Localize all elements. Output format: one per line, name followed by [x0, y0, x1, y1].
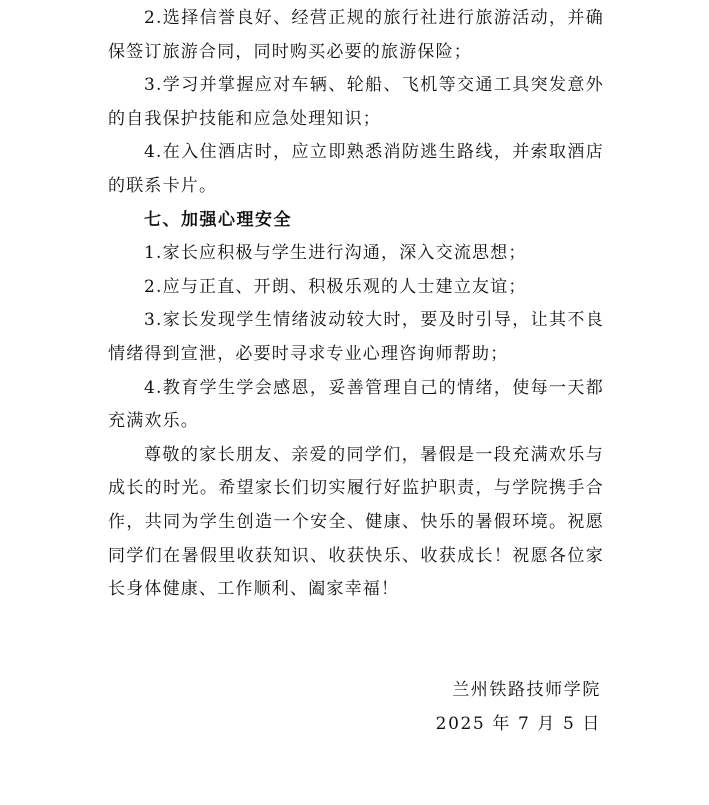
safety-item-4: 4.在入住酒店时，应立即熟悉消防逃生路线，并索取酒店的联系卡片。 [108, 142, 604, 196]
signature-date: 2025 年 7 月 5 日 [435, 713, 601, 734]
signature-organization: 兰州铁路技师学院 [452, 680, 601, 700]
psych-item-4: 4.教育学生学会感恩，妥善管理自己的情绪，使每一天都充满欢乐。 [108, 377, 604, 432]
psych-item-1: 1.家长应积极与学生进行沟通，深入交流思想； [144, 243, 527, 264]
document-body [108, 2, 604, 607]
signature-block [436, 674, 601, 741]
psych-item-2: 2.应与正直、开朗、积极乐观的人士建立友谊； [144, 276, 527, 297]
closing-paragraph: 尊敬的家长朋友、亲爱的同学们，暑假是一段充满欢乐与成长的时光。希望家长们切实履行好监护职责，与学院携手合作，共同为学生创造一个安全、健康、快乐的暑假环境。祝愿同学们在暑假里收获知识、收获快乐、收获成长！祝愿各位家长身体健康、工作顺利、阖家幸福！ [108, 444, 604, 600]
psych-item-3: 3.家长发现学生情绪波动较大时，要及时引导，让其不良情绪得到宣泄，必要时寻求专业心理咨询师帮助； [108, 310, 604, 364]
safety-item-3: 3.学习并掌握应对车辆、轮船、飞机等交通工具突发意外的自我保护技能和应急处理知识； [108, 75, 604, 129]
section-heading-psychological-safety: 七、加强心理安全 [144, 209, 292, 230]
safety-item-2: 2.选择信誉良好、经营正规的旅行社进行旅游活动，并确保签订旅游合同，同时购买必要的旅游保险； [108, 8, 604, 62]
